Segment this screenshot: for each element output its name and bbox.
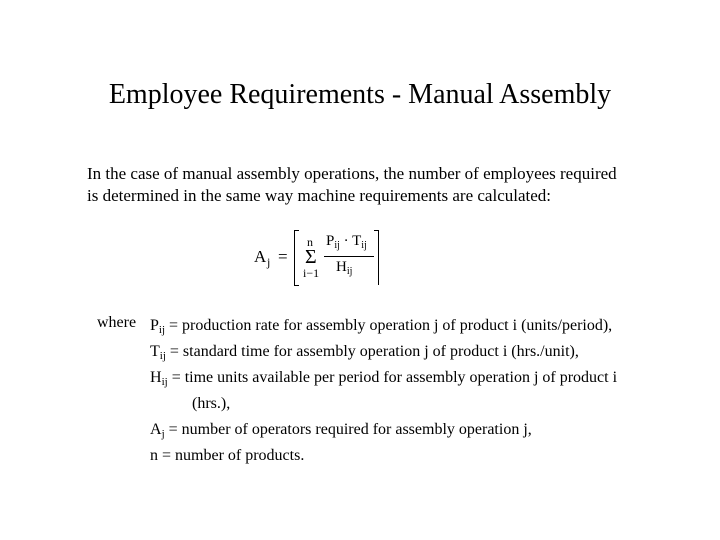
formula-lhs: A bbox=[254, 247, 267, 266]
definition-n: n = number of products. bbox=[150, 447, 305, 464]
sum-upper-limit: n bbox=[307, 235, 313, 249]
definition-a: $A_j$ = number of operators required for assembly operation j, bbox=[150, 421, 532, 440]
sum-lower-limit: i−1 bbox=[303, 266, 320, 280]
fraction-bar bbox=[324, 256, 374, 257]
definition-h: $H_{ij}$ = time units available per period for assembly operation j of product i bbox=[150, 369, 618, 388]
ceiling-bracket-right bbox=[374, 230, 379, 285]
intro-line-2: is determined in the same way machine requirements are calculated: bbox=[87, 186, 551, 205]
definition-p: $P_{ij}$ = production rate for assembly operation j of product i (units/period), bbox=[150, 317, 613, 336]
formula-numerator: $P_{ij} \cdot T_{ij}$ bbox=[326, 233, 367, 251]
where-label: where bbox=[97, 314, 137, 331]
definition-t: $T_{ij}$ = standard time for assembly operation j of product i (hrs./unit), bbox=[150, 343, 579, 362]
formula-lhs-subscript: j bbox=[267, 255, 271, 269]
definition-h-continuation: (hrs.), bbox=[192, 395, 231, 412]
formula-equals: = bbox=[278, 247, 288, 266]
formula-denominator: $H_{ij}$ bbox=[336, 259, 353, 277]
variable-definitions bbox=[150, 313, 690, 469]
ceiling-bracket-left bbox=[294, 230, 299, 286]
employee-requirement-formula bbox=[250, 226, 390, 288]
intro-line-1: In the case of manual assembly operations, the number of employees required bbox=[87, 164, 617, 183]
intro-paragraph bbox=[87, 163, 687, 207]
slide-title: Employee Requirements - Manual Assembly bbox=[108, 79, 612, 110]
summation-sign: Σ bbox=[305, 246, 317, 268]
